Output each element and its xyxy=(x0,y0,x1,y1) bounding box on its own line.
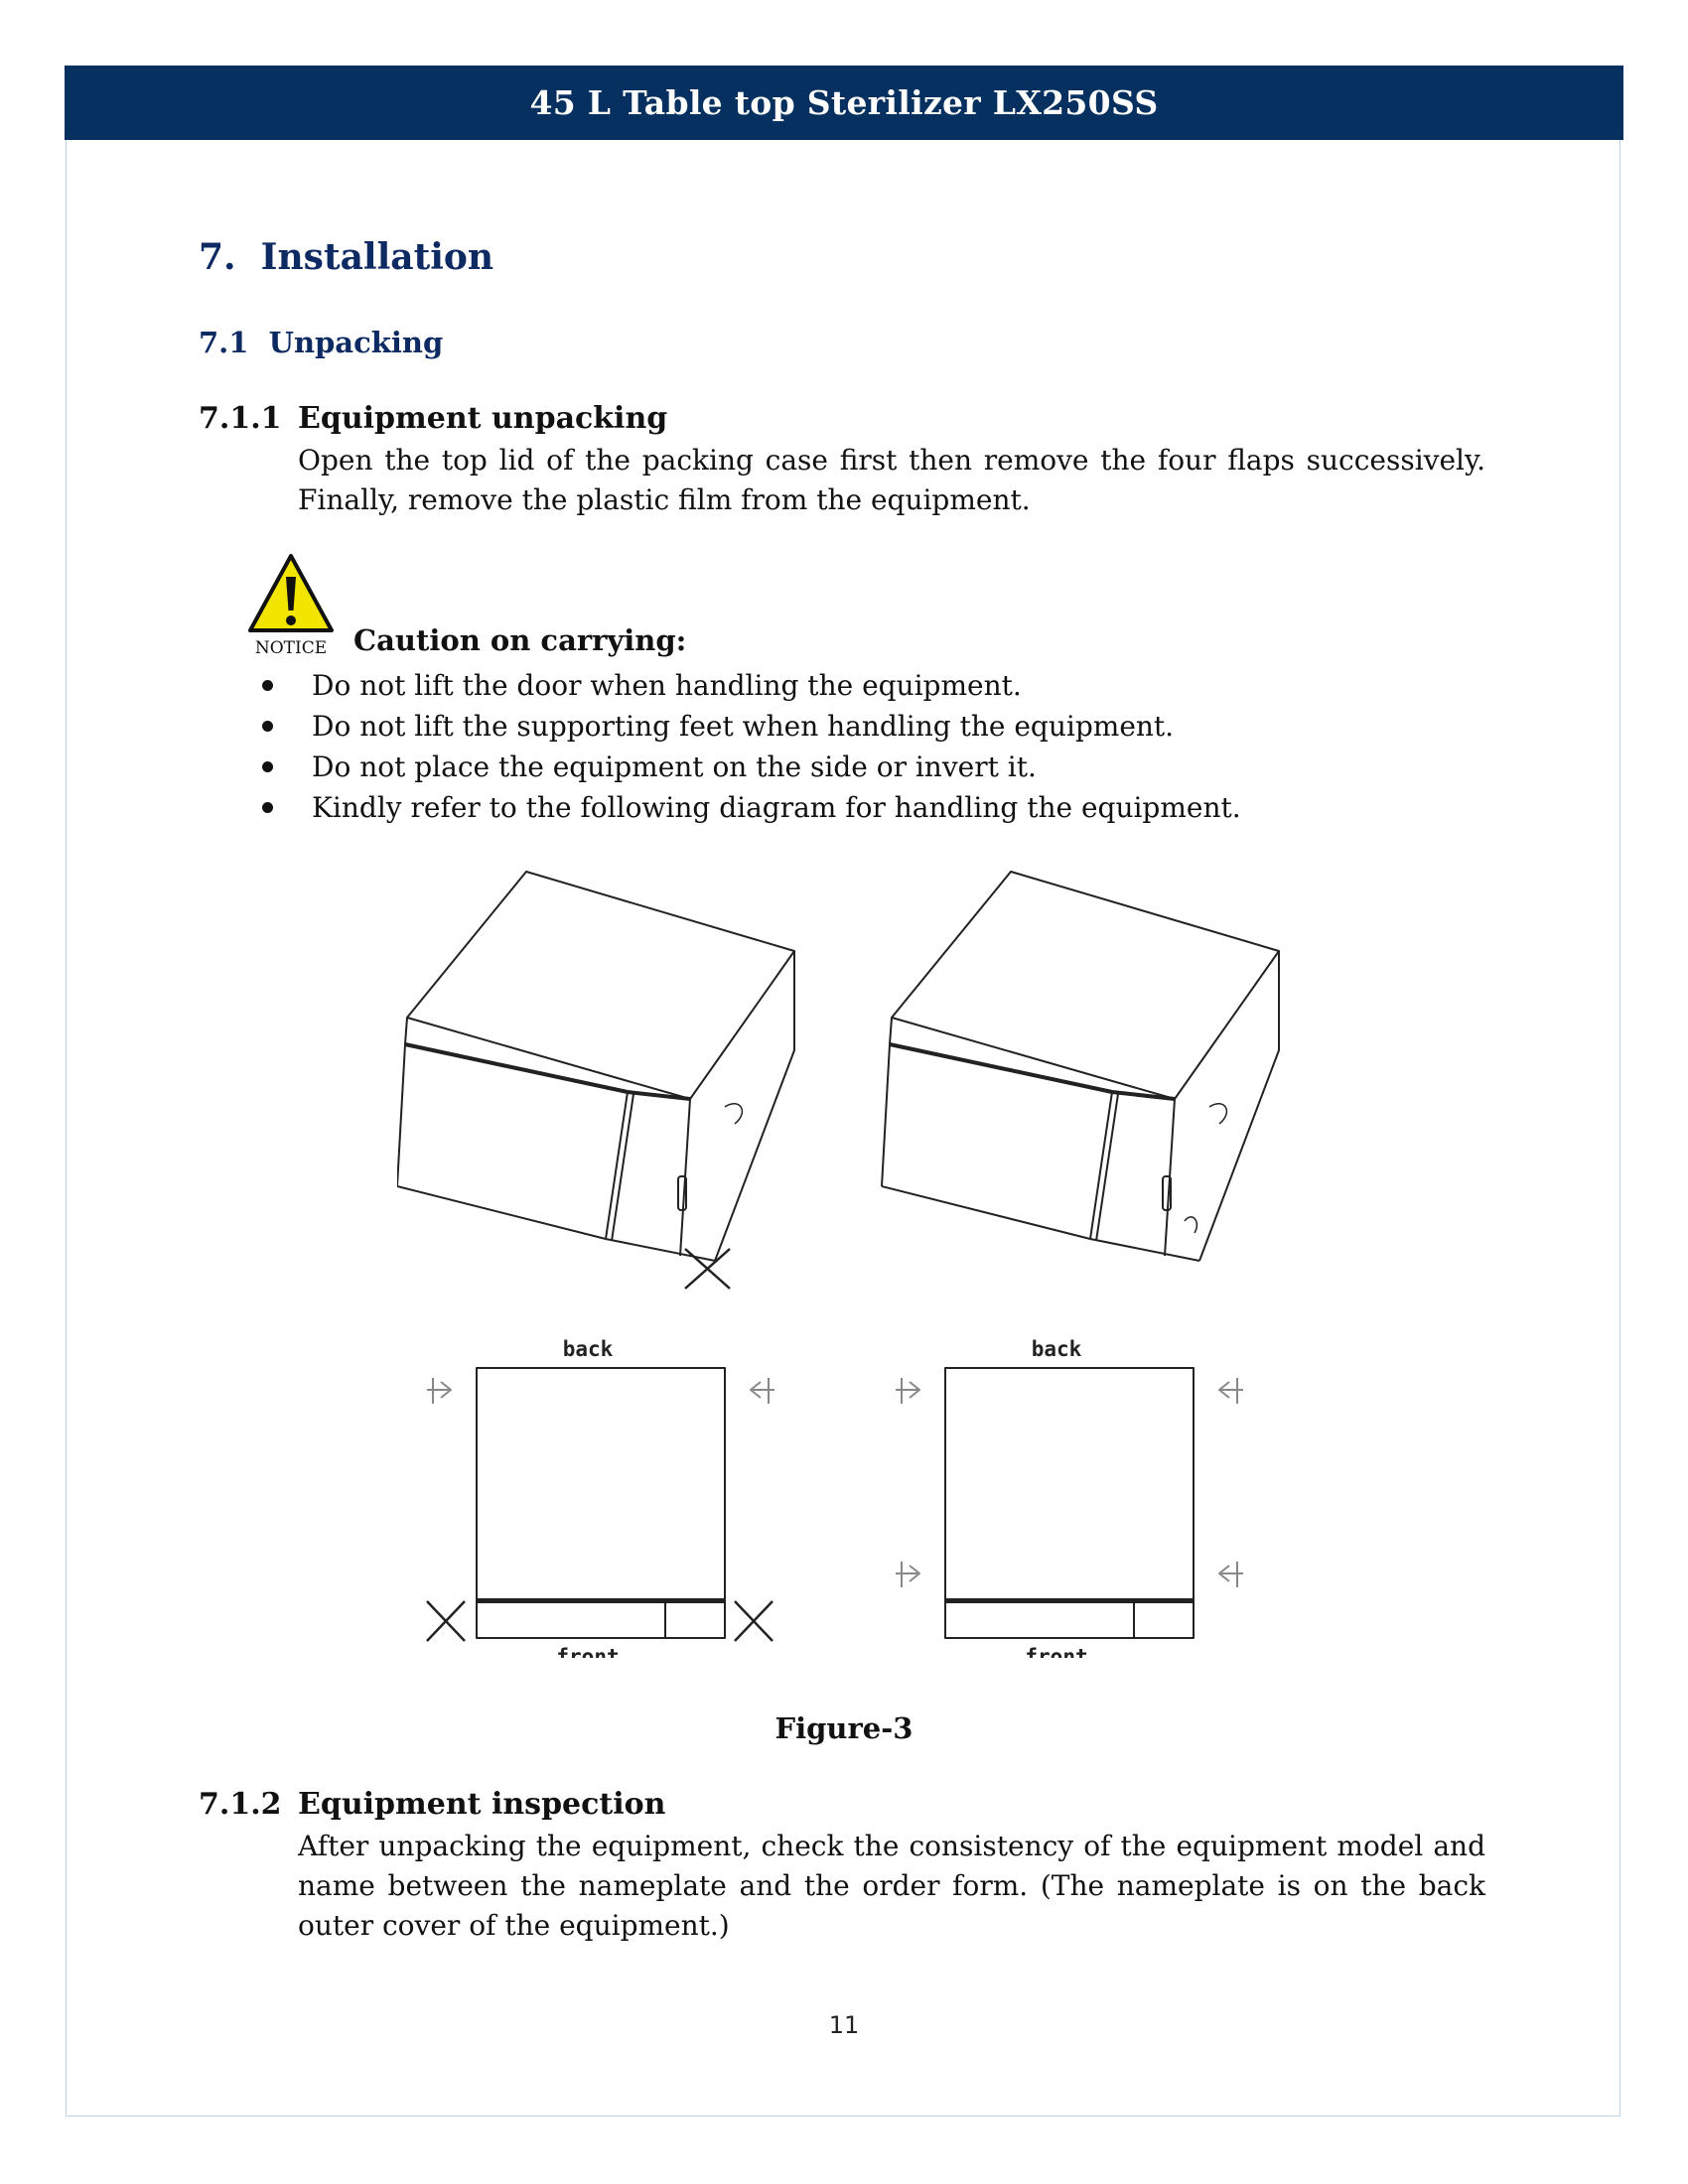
item-heading-unpacking xyxy=(199,401,667,436)
hand-arrow-icons xyxy=(427,1378,1243,1587)
list-item: Do not place the equipment on the side or invert it. xyxy=(258,747,1241,787)
notice-warning-icon xyxy=(246,551,336,658)
document-header xyxy=(65,66,1623,140)
item-text-inspection: After unpacking the equipment, check the consistency of the equipment model and name between the nameplate and the order form. (The nameplate is on the back outer cover of the equipment.) xyxy=(298,1830,1485,1942)
handling-diagram xyxy=(397,864,1291,1658)
item-heading-inspection xyxy=(199,1787,665,1822)
subsection-number: 7.1 xyxy=(199,326,249,359)
item-title: Equipment unpacking xyxy=(298,401,668,436)
bullet-icon xyxy=(262,802,273,813)
section-title: Installation xyxy=(260,236,494,278)
item-number: 7.1.1 xyxy=(199,401,282,436)
list-item: Do not lift the door when handling the equipment. xyxy=(258,665,1241,706)
subsection-heading xyxy=(199,326,443,359)
item-title: Equipment inspection xyxy=(298,1787,666,1822)
sterilizer-top-view-right xyxy=(945,1368,1194,1638)
caution-list xyxy=(258,665,1241,828)
item-number: 7.1.2 xyxy=(199,1787,282,1822)
caution-heading: Caution on carrying: xyxy=(353,623,687,657)
front-label-left: front xyxy=(556,1645,620,1658)
section-heading xyxy=(199,236,493,278)
list-item: Kindly refer to the following diagram for handling the equipment. xyxy=(258,787,1241,828)
section-number: 7. xyxy=(199,236,236,278)
warning-triangle-icon xyxy=(246,551,336,658)
sterilizer-isometric-left xyxy=(397,872,794,1289)
front-label-right: front xyxy=(1025,1645,1088,1658)
sterilizer-isometric-right xyxy=(882,872,1279,1261)
back-label-left: back xyxy=(562,1337,614,1361)
bullet-icon xyxy=(262,761,273,772)
handling-figure xyxy=(397,864,1291,1658)
notice-badge-text: NOTICE xyxy=(254,638,328,658)
subsection-title: Unpacking xyxy=(268,326,444,359)
bullet-icon xyxy=(262,721,273,732)
list-item: Do not lift the supporting feet when handling the equipment. xyxy=(258,706,1241,747)
bullet-icon xyxy=(262,680,273,691)
figure-caption: Figure-3 xyxy=(774,1711,914,1745)
sterilizer-top-view-left xyxy=(427,1368,773,1641)
back-label-right: back xyxy=(1031,1337,1082,1361)
page-number: 11 xyxy=(828,2011,860,2039)
document-title: 45 L Table top Sterilizer LX250SS xyxy=(529,83,1159,122)
item-text-unpacking: Open the top lid of the packing case first then remove the four flaps successively. Finally, remove the plastic film from the equipment. xyxy=(298,444,1485,516)
